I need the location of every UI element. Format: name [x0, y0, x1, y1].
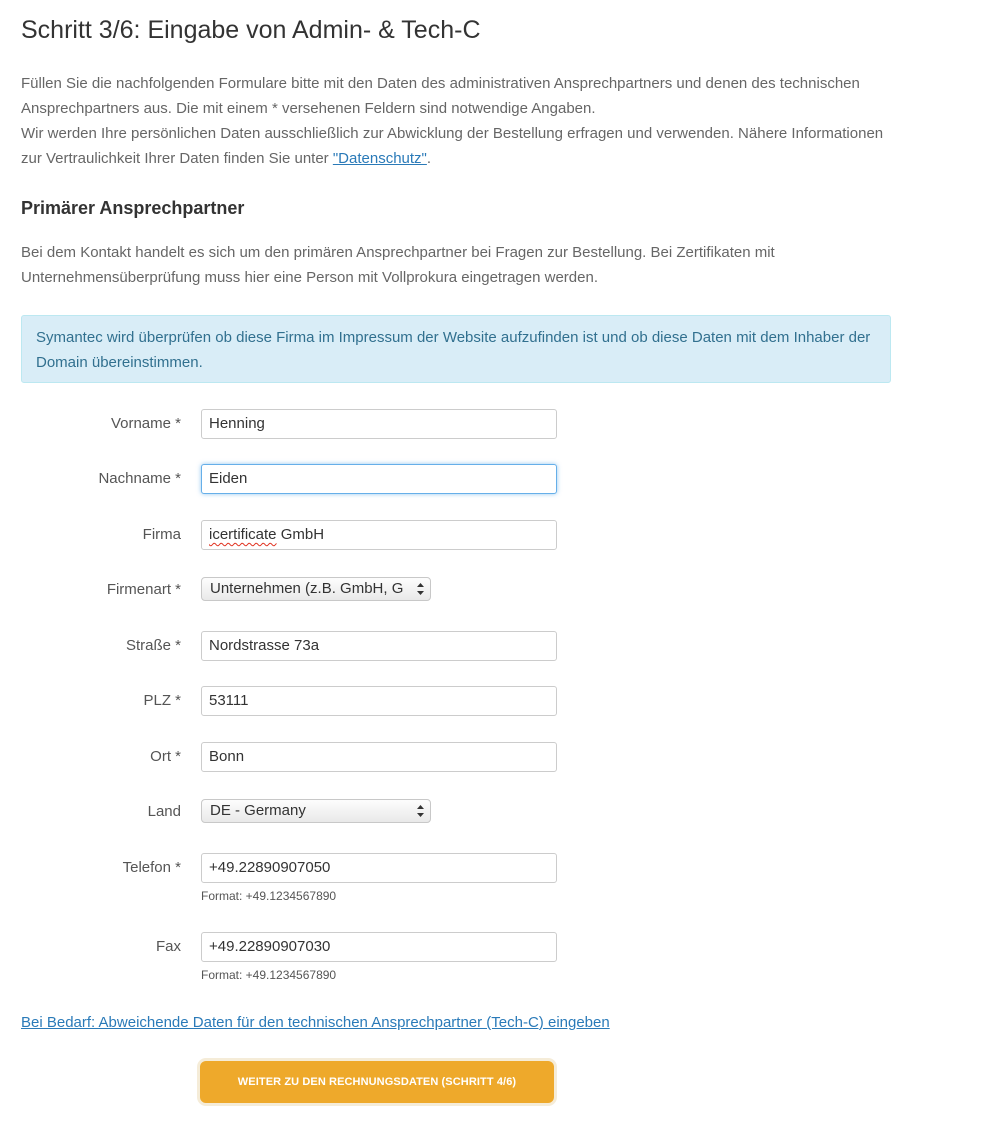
- select-updown-icon: [416, 803, 425, 819]
- intro-text: [21, 71, 901, 171]
- land-label: Land: [147, 803, 181, 820]
- telefon-format-hint: Format: +49.1234567890: [201, 889, 337, 903]
- firma-label: Firma: [142, 526, 181, 543]
- section-title: Primärer Ansprechpartner: [21, 198, 245, 218]
- telefon-input[interactable]: +49.22890907050: [201, 853, 557, 883]
- strasse-label: Straße *: [125, 637, 181, 654]
- page-title: Schritt 3/6: Eingabe von Admin- & Tech-C: [21, 16, 481, 44]
- select-updown-icon: [416, 581, 425, 597]
- land-select[interactable]: [201, 799, 431, 823]
- telefon-label: Telefon *: [122, 859, 181, 876]
- row-vorname: [21, 409, 921, 439]
- privacy-link[interactable]: "Datenschutz": [332, 150, 427, 167]
- row-firmenart: [21, 575, 921, 605]
- firma-input[interactable]: [201, 520, 557, 550]
- row-fax: [21, 932, 921, 982]
- firmenart-selected-value: Unternehmen (z.B. GmbH, G: [210, 580, 404, 597]
- intro-paragraph-2-text: Wir werden Ihre persönlichen Daten ausschließlich zur Abwicklung der Bestellung erfragen und verwenden. Nähere Informationen zur Vertraulichkeit Ihrer Daten finden Sie unter: [21, 125, 884, 167]
- firma-input-misspelled-word: icertificate: [209, 526, 277, 543]
- row-plz: [21, 686, 921, 716]
- nachname-label: Nachname *: [98, 470, 181, 487]
- continue-to-billing-button[interactable]: WEITER ZU DEN RECHNUNGSDATEN (SCHRITT 4/6): [200, 1061, 554, 1103]
- intro-paragraph-1: Füllen Sie die nachfolgenden Formulare bitte mit den Daten des administrativen Ansprechpartners und denen des technischen Ansprechpartners aus. Die mit einem * versehenen Feldern sind notwendige Angaben.: [21, 75, 860, 117]
- intro-paragraph-2-end: .: [426, 150, 432, 167]
- row-firma: [21, 520, 921, 550]
- firma-input-rest: GmbH: [276, 526, 325, 543]
- fax-input[interactable]: +49.22890907030: [201, 932, 557, 962]
- vorname-input[interactable]: Henning: [201, 409, 557, 439]
- firmenart-label: Firmenart *: [106, 581, 181, 598]
- fax-label: Fax: [155, 938, 181, 955]
- ort-input[interactable]: Bonn: [201, 742, 557, 772]
- plz-label: PLZ *: [143, 692, 181, 709]
- firmenart-select[interactable]: [201, 577, 431, 601]
- info-alert: Symantec wird überprüfen ob diese Firma im Impressum der Website aufzufinden ist und ob diese Daten mit dem Inhaber der Domain übereinstimmen.: [21, 315, 891, 383]
- vorname-label: Vorname *: [110, 415, 181, 432]
- strasse-input[interactable]: Nordstrasse 73a: [201, 631, 557, 661]
- ort-label: Ort *: [150, 748, 181, 765]
- row-nachname: [21, 464, 921, 494]
- fax-format-hint: Format: +49.1234567890: [201, 968, 337, 982]
- section-description: Bei dem Kontakt handelt es sich um den primären Ansprechpartner bei Fragen zur Bestellung. Bei Zertifikaten mit Unternehmensüberprüfung muss hier eine Person mit Vollprokura eingetragen werden.: [21, 244, 775, 286]
- row-telefon: [21, 853, 921, 903]
- intro-paragraph-2: [21, 121, 901, 171]
- tech-c-toggle-link[interactable]: Bei Bedarf: Abweichende Daten für den technischen Ansprechpartner (Tech-C) eingeben: [21, 1014, 610, 1031]
- row-strasse: [21, 631, 921, 661]
- nachname-input[interactable]: Eiden: [201, 464, 557, 494]
- land-selected-value: DE - Germany: [210, 802, 306, 819]
- plz-input[interactable]: 53111: [201, 686, 557, 716]
- row-ort: [21, 742, 921, 772]
- row-land: [21, 797, 921, 827]
